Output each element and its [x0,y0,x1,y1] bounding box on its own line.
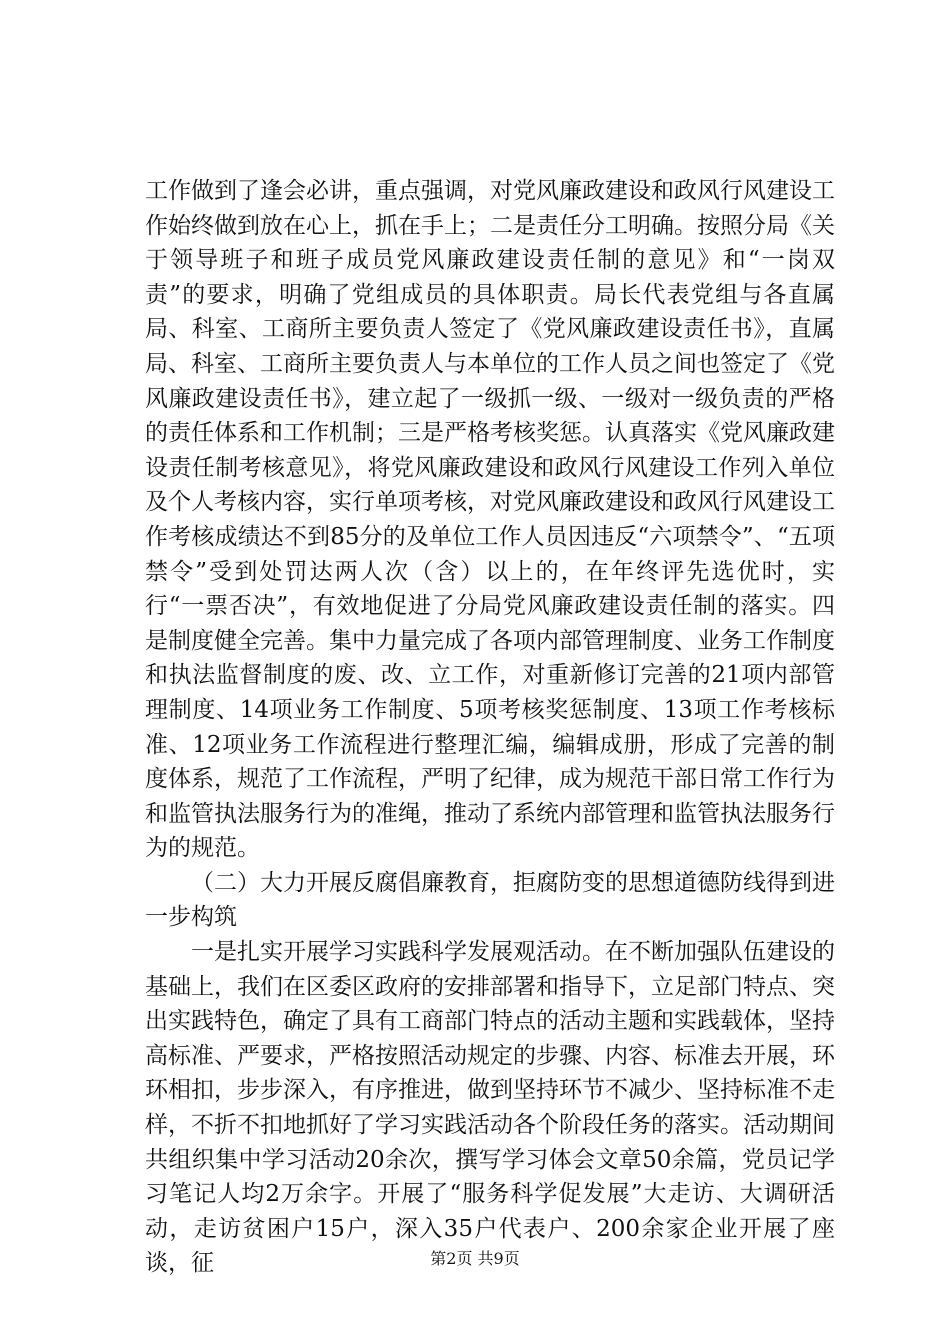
document-body [145,174,835,1281]
section-heading-2: （二）大力开展反腐倡廉教育，拒腐防变的思想道德防线得到进一步构筑 [145,869,835,931]
paragraph-3: 一是扎实开展学习实践科学发展观活动。在不断加强队伍建设的基础上，我们在区委区政府的安排部署和指导下，立足部门特点、突出实践特色，确定了具有工商部门特点的活动主题和实践载体，坚持高标准、严要求，严格按照活动规定的步骤、内容、标准去开展，环环相扣，步步深入，有序推进，做到坚持环节不减少、坚持标准不走样，不折不扣地抓好了学习实践活动各个阶段任务的落实。活动期间共组织集中学习活动20余次，撰写学习体会文章50余篇，党员记学习笔记人均2万余字。开展了“服务科学促发展”大走访、大调研活动，走访贫困户15户，深入35户代表户、200余家企业开展了座谈，征 [145,939,835,1277]
page-number-footer: 第2页 共9页 [430,1249,520,1268]
paragraph-1: 工作做到了逢会必讲，重点强调，对党风廉政建设和政风行风建设工作始终做到放在心上，抓在手上；二是责任分工明确。按照分局《关于领导班子和班子成员党风廉政建设责任制的意见》和“一岗双责”的要求，明确了党组成员的具体职责。局长代表党组与各直属局、科室、工商所主要负责人签定了《党风廉政建设责任书》，直属局、科室、工商所主要负责人与本单位的工作人员之间也签定了《党风廉政建设责任书》，建立起了一级抓一级、一级对一级负责的严格的责任体系和工作机制；三是严格考核奖惩。认真落实《党风廉政建设责任制考核意见》，将党风廉政建设和政风行风建设工作列入单位及个人考核内容，实行单项考核，对党风廉政建设和政风行风建设工作考核成绩达不到85分的及单位工作人员因违反“六项禁令”、“五项禁令”受到处罚达两人次（含）以上的，在年终评先选优时，实行“一票否决”，有效地促进了分局党风廉政建设责任制的落实。四是制度健全完善。集中力量完成了各项内部管理制度、业务工作制度和执法监督制度的废、改、立工作，对重新修订完善的21项内部管理制度、14项业务工作制度、5项考核奖惩制度、13项工作考核标准、12项业务工作流程进行整理汇编，编辑成册，形成了完善的制度体系，规范了工作流程，严明了纪律，成为规范干部日常工作行为和监管执法服务行为的准绳，推动了系统内部管理和监管执法服务行为的规范。 [145,178,835,862]
